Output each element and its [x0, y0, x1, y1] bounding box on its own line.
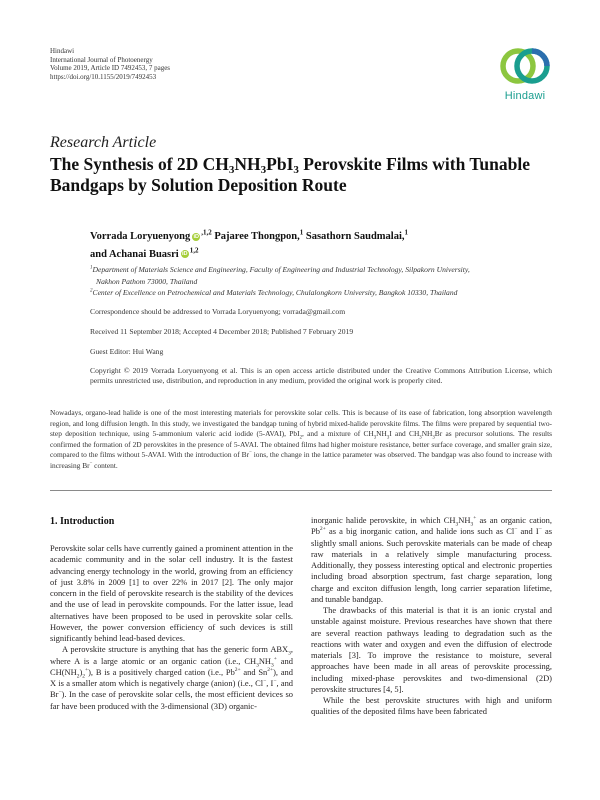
paragraph: While the best perovskite structures with high and uniform qualities of the deposited films have been fabricated: [311, 695, 552, 717]
affiliation-1-cont: Nakhon Pathom 73000, Thailand: [96, 276, 198, 286]
volume-info: Volume 2019, Article ID 7492453, 7 pages: [50, 64, 171, 73]
affiliation-1: $^1$Department of Materials Science and Engineering, Faculty of Engineering and Industrial Technology, Silpakorn University,: [90, 265, 470, 274]
divider: [50, 490, 552, 491]
author-2[interactable]: Pajaree Thongpon,: [214, 231, 300, 242]
affiliation-2: $^2$Center of Excellence on Petrochemical and Materials Technology, Chulalongkorn University, Bangkok 10330, Thailand: [90, 288, 458, 298]
journal-name: International Journal of Photoenergy: [50, 55, 153, 64]
publisher-name: Hindawi: [50, 47, 75, 55]
body-column-left: [50, 543, 293, 712]
section-heading: 1. Introduction: [50, 516, 115, 527]
copyright: Copyright © 2019 Vorrada Loryuenyong et al. This is an open access article distributed under the Creative Commons Attribution License, which permits unrestricted use, distribution, and reproduction in any medium, provided the original work is properly cited.: [90, 366, 552, 386]
paper-title: The Synthesis of 2D $CH_3NH_3PbI_3$ Perovskite Films with Tunable Bandgaps by Solution Deposition Route: [50, 154, 531, 195]
author-3[interactable]: Sasathorn Saudmalai,: [305, 231, 405, 242]
journal-header: [50, 47, 170, 82]
affiliations: [90, 265, 550, 300]
dates: Received 11 September 2018; Accepted 4 December 2018; Published 7 February 2019: [90, 327, 354, 336]
orcid-icon[interactable]: iD: [193, 233, 199, 240]
paragraph: A perovskite structure is anything that has the generic form $ABX_3$, where A is a large atomic or an organic cation (i.e., $CH_3NH_3^+$ and $CH(NH_2)_2^+$), B is a positively charged cation (i.e., $Pb^{2+}$ and $Sn^{2+}$), and X is a smaller atom which is negatively charge (anion) (i.e., Cl−, I−, and Br−). In the case of perovskite solar cells, the most efficient devices so far have been produced with the 3-dimensional (3D) organic-: [50, 644, 294, 711]
body-column-right: [311, 515, 552, 718]
hindawi-logo-text: Hindawi: [504, 90, 546, 102]
doi-link[interactable]: https://doi.org/10.1155/2019/7492453: [50, 73, 157, 82]
paragraph: inorganic halide perovskite, in which $CH_3NH_3^+$ as an organic cation, $Pb^{2+}$ as a big inorganic cation, and halide ions such as Cl− and I− as slightly small anions. Such perovskite materials can be made of cheap raw materials in a relatively simple manufacturing process. Additionally, they possess interesting optical and electronic properties including broad absorption spectrum, fast charge separation, long charge and exciton diffusion length, long carrier separation lifetime, and tunable bandgap.: [311, 515, 553, 604]
paragraph: The drawbacks of this material is that it is an ionic crystal and unstable against moisture. Previous researches have shown that there are several reaction pathways leading to degradation such as the reactions with water and oxygen and even the diffusion of electrode materials [3]. To improve the resistance to moisture, several approaches have been made in all areas of perovskite processing, including mixed-phase perovskites and two-dimensional (2D) perovskite structures [4, 5].: [311, 605, 552, 694]
guest-editor: Guest Editor: Hui Wang: [90, 347, 164, 356]
abstract: Nowadays, organo-lead halide is one of the most interesting materials for perovskite solar cells. This is because of its ease of fabrication, long absorption wavelength region, and long diffusion length. In this study, we investigated the bandgap tuning of hybrid mixed-halide perovskite films. The films were prepared by sequential two-step deposition technique, using 5-ammonium valeric acid iodide (5-AVAI), PbI$_2$, and a mixture of $CH_3NH_3I$ and $CH_3NH_3Br$ as precursor solutions. The results confirmed the formation of 2D perovskites in the presence of 5-AVAI. The obtained films had higher moisture resistance, better surface coverage, and smaller grain size, compared to the films without 5-AVAI. With the introduction of Br− ions, the change in the lattice parameter was observed. The bandgap was also found to increase with increasing Br− content.: [50, 408, 553, 470]
paragraph: Perovskite solar cells have currently gained a prominent attention in the academic community and in the solar cell industry. It is the fastest advancing energy technology in the world, growing from an efficiency of just 3.8% in 2009 [1] to over 22% in 2017 [2]. The only major concern in the field of perovskite research is the stability of the devices and the use of lead in perovskite compounds. For the latter issue, lead alternatives have been proposed to be used in perovskite solar cells. However, the power conversion efficiency of such devices is still significantly behind lead-based devices.: [50, 543, 293, 643]
article-type: Research Article: [50, 134, 157, 151]
orcid-icon[interactable]: iD: [181, 251, 188, 258]
correspondence: Correspondence should be addressed to Vorrada Loryuenyong; vorrada@gmail.com: [90, 307, 346, 316]
author-1[interactable]: Vorrada Loryuenyong: [90, 231, 191, 242]
author-4[interactable]: and Achanai Buasri: [90, 248, 179, 260]
author-list: Vorrada Loryuenyong $iD^{,1,2}$ Pajaree Thongpon,$^1$ Sasathorn Saudmalai,$^1$ and Achanai Buasri iD$^{1,2}$: [90, 228, 408, 260]
